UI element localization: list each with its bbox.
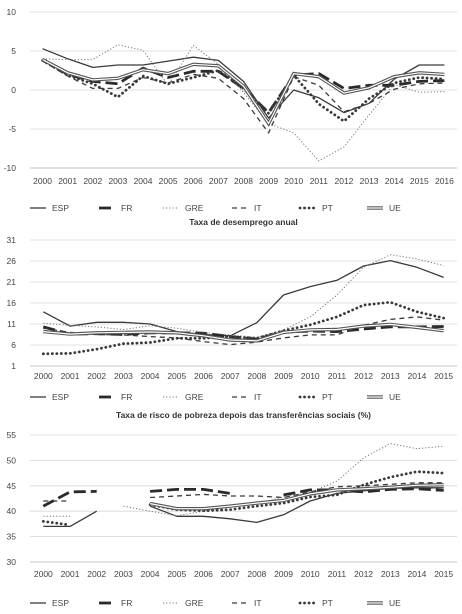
legend-item-fr	[99, 598, 132, 608]
x-tick-label: 2002	[87, 371, 107, 381]
x-tick-label: 2003	[108, 176, 128, 186]
y-tick-label: -10	[3, 163, 16, 173]
legend-item-gre	[163, 392, 204, 402]
y-tick-label: -5	[8, 124, 16, 134]
y-tick-label: 16	[6, 298, 16, 308]
y-tick-label: 30	[6, 557, 16, 567]
y-tick-label: 31	[6, 235, 16, 245]
legend-item-pt	[300, 598, 333, 608]
legend-item-esp	[30, 598, 69, 608]
x-tick-label: 2001	[58, 176, 78, 186]
legend	[30, 392, 401, 402]
legend-label: UE	[389, 203, 401, 213]
x-tick-label: 2009	[259, 176, 279, 186]
legend-item-gre	[163, 203, 204, 213]
panel-1	[4, 7, 457, 213]
x-tick-label: 2008	[247, 371, 267, 381]
x-tick-label: 2001	[60, 569, 80, 579]
x-tick-label: 2002	[83, 176, 103, 186]
legend-label: ESP	[52, 598, 70, 608]
x-tick-label: 2011	[309, 176, 328, 186]
legend-label: FR	[121, 598, 133, 608]
legend-item-it	[232, 598, 262, 608]
series-line-pt	[43, 472, 443, 525]
x-tick-label: 2006	[183, 176, 203, 186]
x-tick-label: 2004	[133, 176, 153, 186]
y-tick-label: 50	[6, 455, 16, 466]
y-tick-label: 55	[6, 430, 16, 440]
x-tick-label: 2007	[208, 176, 228, 186]
legend-label: FR	[121, 392, 133, 402]
chart-title: Taxa de desemprego anual	[189, 217, 298, 227]
x-tick-label: 2010	[284, 176, 304, 186]
x-tick-label: 2016	[434, 176, 454, 186]
legend-item-ue	[367, 598, 401, 608]
x-tick-label: 2005	[158, 176, 178, 186]
x-tick-label: 2002	[87, 569, 107, 579]
panel-3	[7, 410, 457, 608]
legend	[30, 598, 401, 608]
panel-2	[7, 217, 457, 402]
y-tick-label: 11	[7, 319, 16, 329]
y-tick-label: 45	[6, 480, 16, 491]
chart-title: Taxa de risco de pobreza depois das transferências sociais (%)	[116, 410, 371, 420]
legend-item-ue	[367, 203, 401, 213]
legend-item-esp	[30, 392, 69, 402]
legend-item-fr	[99, 203, 132, 213]
legend-item-it	[232, 203, 262, 213]
x-tick-label: 2012	[334, 176, 354, 186]
legend-label: GRE	[185, 598, 204, 608]
x-tick-label: 2015	[409, 176, 429, 186]
x-tick-label: 2011	[327, 569, 347, 579]
y-tick-label: 10	[6, 7, 16, 17]
x-tick-label: 2007	[220, 371, 240, 381]
legend-label: IT	[254, 392, 262, 402]
x-tick-label: 2014	[384, 176, 404, 186]
legend-item-fr	[99, 392, 132, 402]
series-line-pt	[43, 60, 445, 121]
x-tick-label: 2000	[33, 371, 53, 381]
legend-label: PT	[322, 392, 333, 402]
x-tick-label: 2000	[33, 176, 53, 186]
series-line-ue	[43, 60, 445, 124]
x-tick-label: 2015	[434, 569, 454, 579]
y-tick-label: 26	[6, 256, 16, 266]
x-tick-label: 2015	[434, 371, 454, 381]
x-tick-label: 2003	[113, 569, 133, 579]
series-line-esp	[43, 49, 445, 118]
x-tick-label: 2001	[60, 371, 80, 381]
legend-label: PT	[322, 598, 333, 608]
x-tick-label: 2003	[113, 371, 133, 381]
x-tick-label: 2005	[167, 371, 187, 381]
legend-item-pt	[300, 203, 333, 213]
y-tick-label: 0	[11, 85, 16, 95]
x-tick-label: 2000	[33, 569, 53, 579]
x-tick-label: 2012	[354, 371, 374, 381]
legend-item-esp	[30, 203, 69, 213]
x-tick-label: 2004	[140, 569, 160, 579]
x-tick-label: 2014	[407, 371, 427, 381]
x-tick-label: 2004	[140, 371, 160, 381]
legend	[30, 203, 401, 213]
x-tick-label: 2013	[359, 176, 379, 186]
series-line-gre	[43, 45, 445, 161]
x-tick-label: 2010	[300, 371, 320, 381]
x-tick-label: 2005	[167, 569, 187, 579]
legend-label: PT	[322, 203, 333, 213]
x-tick-label: 2012	[354, 569, 374, 579]
legend-label: UE	[389, 598, 401, 608]
legend-label: ESP	[52, 392, 70, 402]
y-tick-label: 6	[11, 340, 16, 350]
x-tick-label: 2007	[220, 569, 240, 579]
y-tick-label: 35	[6, 531, 16, 542]
x-tick-label: 2008	[234, 176, 253, 186]
y-tick-label: 1	[11, 361, 16, 371]
x-tick-label: 2006	[194, 569, 213, 579]
y-tick-label: 40	[6, 506, 16, 517]
legend-label: FR	[121, 203, 133, 213]
legend-label: GRE	[185, 203, 204, 213]
legend-label: UE	[389, 392, 401, 402]
legend-label: IT	[254, 598, 262, 608]
x-tick-label: 2009	[274, 371, 293, 381]
y-tick-label: 21	[6, 277, 16, 287]
x-tick-label: 2006	[194, 371, 213, 381]
x-tick-label: 2013	[380, 569, 400, 579]
legend-item-gre	[163, 598, 204, 608]
legend-label: IT	[254, 203, 262, 213]
x-tick-label: 2010	[300, 569, 320, 579]
legend-item-pt	[300, 392, 333, 402]
legend-item-ue	[367, 392, 401, 402]
y-tick-label: 5	[11, 46, 16, 56]
x-tick-label: 2013	[380, 371, 400, 381]
legend-label: GRE	[185, 392, 204, 402]
x-tick-label: 2008	[247, 569, 267, 579]
x-tick-label: 2011	[327, 371, 347, 381]
legend-item-it	[232, 392, 262, 402]
x-tick-label: 2009	[274, 569, 293, 579]
x-tick-label: 2014	[407, 569, 427, 579]
legend-label: ESP	[52, 203, 70, 213]
